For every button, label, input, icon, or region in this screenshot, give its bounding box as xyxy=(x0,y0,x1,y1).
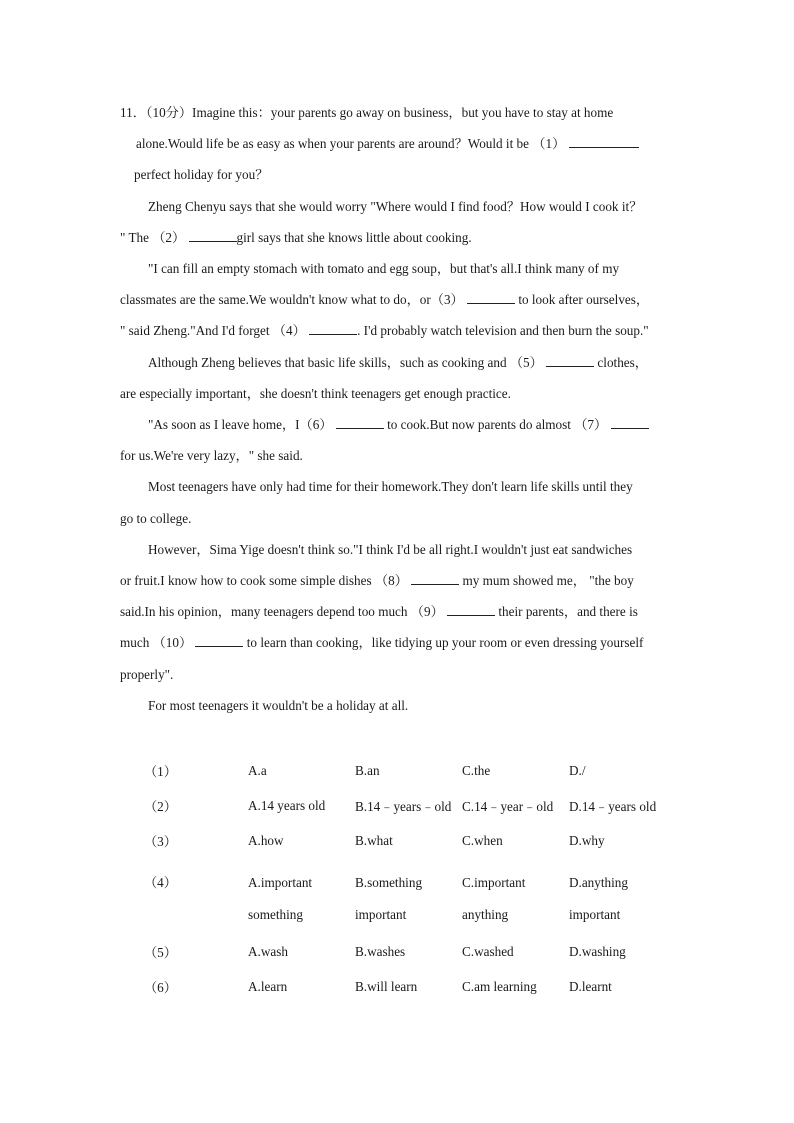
option-number: （3） xyxy=(144,834,177,849)
passage-line: For most teenagers it wouldn't be a holiday at all. xyxy=(148,697,409,713)
option-d[interactable]: D./ xyxy=(569,762,586,778)
option-number: （2） xyxy=(144,799,177,814)
passage-line: or fruit.I know how to cook some simple dishes （8） my mum showed me， "the boy xyxy=(120,573,634,589)
option-d[interactable]: D.why xyxy=(569,832,605,848)
option-b[interactable]: B.will learn xyxy=(355,978,418,994)
passage-line: go to college. xyxy=(120,510,192,526)
option-number: （4） xyxy=(144,875,177,890)
option-b[interactable]: B.washes xyxy=(355,943,406,959)
blank-4[interactable] xyxy=(309,322,357,335)
option-b[interactable]: B.an xyxy=(355,762,380,778)
passage-line: are especially important，she doesn't think teenagers get enough practice. xyxy=(120,385,511,401)
blank-6[interactable] xyxy=(336,416,384,429)
option-row xyxy=(140,934,676,969)
option-a[interactable]: A.a xyxy=(248,762,267,778)
blank-5[interactable] xyxy=(546,354,594,367)
passage-line: properly". xyxy=(120,666,174,682)
passage-line: " said Zheng."And I'd forget （4） . I'd probably watch television and then burn the soup." xyxy=(120,323,649,339)
option-c[interactable]: C.important anything xyxy=(462,875,526,922)
cloze-passage xyxy=(120,97,674,721)
option-d[interactable]: D.14﹣years old xyxy=(569,799,657,814)
passage-line: alone.Would life be as easy as when your parents are around？Would it be （1） xyxy=(120,128,674,159)
option-row xyxy=(140,823,676,858)
question-number: 11．（10分） xyxy=(120,105,193,120)
blank-8[interactable] xyxy=(411,572,459,585)
option-b[interactable]: B.what xyxy=(355,832,393,848)
option-b[interactable]: B.14﹣years﹣old xyxy=(355,799,452,814)
option-d[interactable]: D.washing xyxy=(569,943,626,959)
option-row xyxy=(140,753,676,788)
passage-line: "I can fill an empty stomach with tomato and egg soup，but that's all.I think many of my xyxy=(148,261,620,277)
option-row xyxy=(140,969,676,1004)
option-a[interactable]: A.important something xyxy=(248,875,313,922)
passage-line: " The （2） girl says that she knows little about cooking. xyxy=(120,229,472,245)
option-row xyxy=(140,858,676,934)
option-c[interactable]: C.14﹣year﹣old xyxy=(462,799,554,814)
option-number: （5） xyxy=(144,945,177,960)
option-a[interactable]: A.how xyxy=(248,832,284,848)
passage-line: said.In his opinion，many teenagers depend too much （9） their parents，and there is xyxy=(120,604,638,620)
blank-3[interactable] xyxy=(467,291,515,304)
blank-2[interactable] xyxy=(189,229,237,242)
passage-line: "As soon as I leave home，I（6） to cook.But now parents do almost （7） xyxy=(120,409,674,440)
option-a[interactable]: A.wash xyxy=(248,943,288,959)
blank-7[interactable] xyxy=(611,416,649,429)
blank-9[interactable] xyxy=(447,603,495,616)
option-a[interactable]: A.learn xyxy=(248,978,288,994)
passage-line: Most teenagers have only had time for their homework.They don't learn life skills until they xyxy=(148,479,633,495)
options-table xyxy=(140,753,676,1004)
option-c[interactable]: C.the xyxy=(462,762,491,778)
option-d[interactable]: D.anything important xyxy=(569,875,628,922)
passage-line: classmates are the same.We wouldn't know what to do，or（3） to look after ourselves， xyxy=(120,292,650,308)
option-c[interactable]: C.am learning xyxy=(462,978,537,994)
passage-line: Although Zheng believes that basic life skills，such as cooking and （5） clothes， xyxy=(148,354,648,370)
option-number: （6） xyxy=(144,980,177,995)
option-a[interactable]: A.14 years old xyxy=(248,797,326,813)
passage-line: much （10） to learn than cooking，like tidying up your room or even dressing yourself xyxy=(120,635,644,651)
option-c[interactable]: C.when xyxy=(462,832,503,848)
blank-10[interactable] xyxy=(195,634,243,647)
option-d[interactable]: D.learnt xyxy=(569,978,612,994)
option-b[interactable]: B.something important xyxy=(355,875,423,922)
passage-line: However，Sima Yige doesn't think so."I think I'd be all right.I wouldn't just eat sandwiches xyxy=(148,541,633,557)
passage-line: 11．（10分）Imagine this：your parents go away on business，but you have to stay at home xyxy=(120,105,614,120)
option-number: （1） xyxy=(144,764,177,779)
option-row xyxy=(140,788,676,823)
passage-line: Zheng Chenyu says that she would worry "Where would I find food？How would I cook it？ xyxy=(148,198,643,214)
option-c[interactable]: C.washed xyxy=(462,943,514,959)
passage-line: for us.We're very lazy，" she said. xyxy=(120,448,303,464)
blank-1[interactable] xyxy=(569,135,639,148)
passage-line: perfect holiday for you？ xyxy=(134,167,269,183)
